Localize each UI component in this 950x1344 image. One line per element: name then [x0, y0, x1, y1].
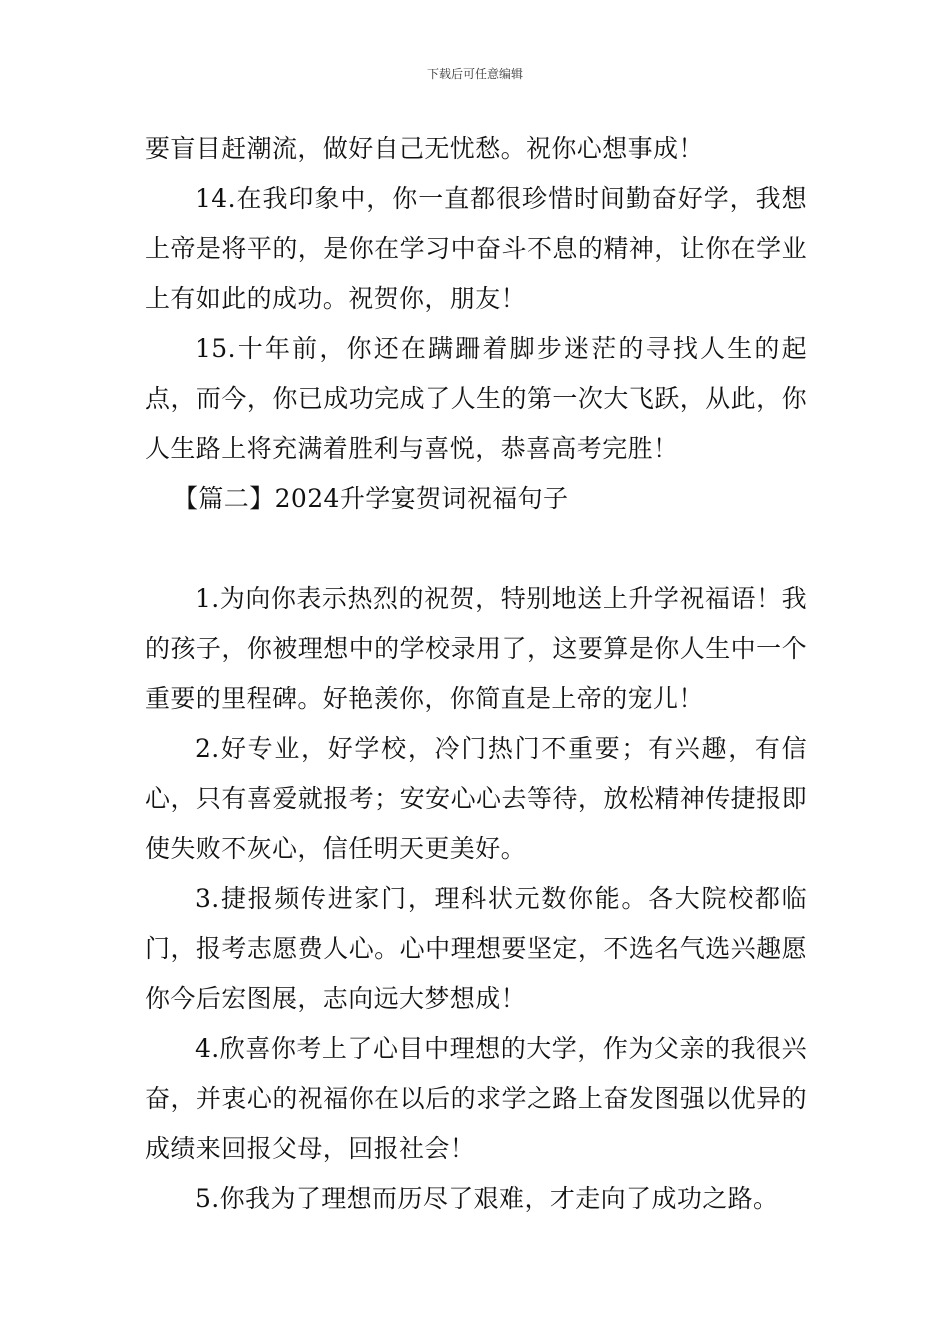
section-spacer [145, 524, 807, 574]
paragraph-5: 5.你我为了理想而历尽了艰难，才走向了成功之路。 [195, 1184, 779, 1213]
paragraph-4: 4.欣喜你考上了心目中理想的大学，作为父亲的我很兴奋，并衷心的祝福你在以后的求学之路上奋发图强以优异的成绩来回报父母，回报社会！ [145, 1034, 807, 1163]
paragraph-15: 15.十年前，你还在蹒跚着脚步迷茫的寻找人生的起点，而今，你已成功完成了人生的第一次大飞跃，从此，你人生路上将充满着胜利与喜悦，恭喜高考完胜！ [145, 334, 807, 463]
section-heading: 【篇二】2024升学宴贺词祝福句子 [173, 484, 569, 513]
paragraph-1: 1.为向你表示热烈的祝贺，特别地送上升学祝福语！我的孩子，你被理想中的学校录用了，这要算是你人生中一个重要的里程碑。好艳羡你，你简直是上帝的宠儿！ [145, 584, 807, 713]
paragraph-14: 14.在我印象中，你一直都很珍惜时间勤奋好学，我想上帝是将平的，是你在学习中奋斗不息的精神，让你在学业上有如此的成功。祝贺你，朋友！ [145, 184, 807, 313]
paragraph-3: 3.捷报频传进家门，理科状元数你能。各大院校都临门，报考志愿费人心。心中理想要坚定，不选名气选兴趣愿你今后宏图展，志向远大梦想成！ [145, 884, 807, 1013]
document-body [145, 124, 807, 1224]
page-header: 下载后可任意编辑 [426, 67, 523, 81]
paragraph-2: 2.好专业，好学校，冷门热门不重要；有兴趣，有信心，只有喜爱就报考；安安心心去等待，放松精神传捷报即使失败不灰心，信任明天更美好。 [145, 734, 807, 863]
paragraph-continuation: 要盲目赶潮流，做好自己无忧愁。祝你心想事成！ [145, 134, 704, 163]
